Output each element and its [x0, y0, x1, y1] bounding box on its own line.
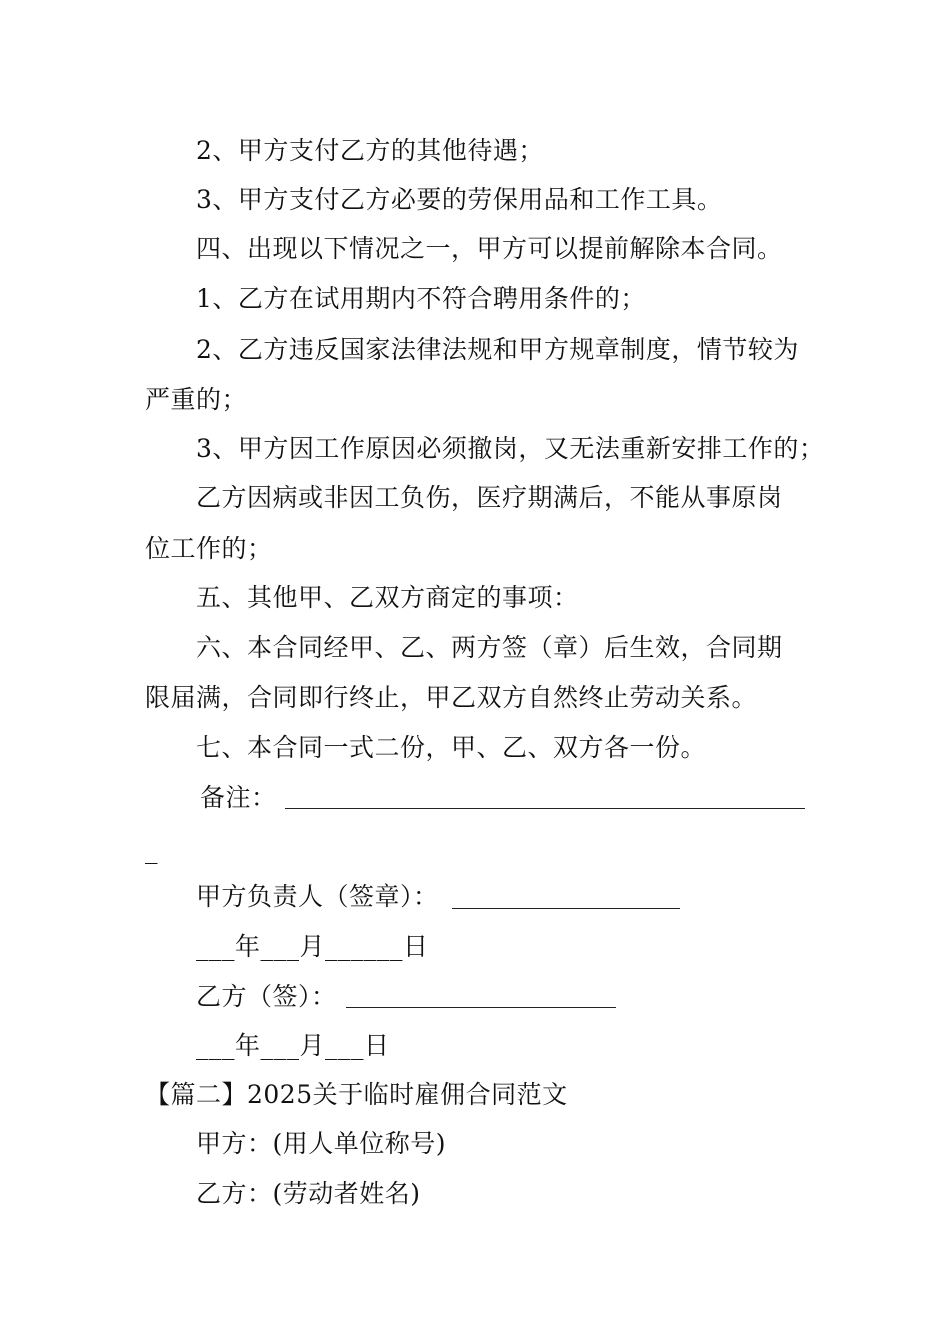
party-a-field: 甲方：(用人单位称号)	[196, 1129, 447, 1158]
clause-heading: 七、本合同一式二份，甲、乙、双方各一份。	[196, 733, 707, 762]
party-b-field: 乙方：(劳动者姓名)	[196, 1179, 421, 1208]
remark-label: 备注：	[200, 783, 277, 812]
clause-line-continuation: 位工作的；	[145, 534, 273, 563]
date-line-2: ___年___月___日	[196, 1031, 390, 1060]
clause-line: 1、乙方在试用期内不符合聘用条件的；	[196, 284, 646, 313]
clause-line: 2、乙方违反国家法律法规和甲方规章制度，情节较为	[196, 335, 799, 364]
clause-heading: 四、出现以下情况之一，甲方可以提前解除本合同。	[196, 234, 783, 263]
party-b-signature-line[interactable]	[346, 1007, 616, 1008]
party-b-signature-label: 乙方（签）：	[196, 982, 337, 1011]
clause-line: 2、甲方支付乙方的其他待遇；	[196, 136, 544, 165]
party-a-signature-line[interactable]	[452, 908, 680, 909]
clause-line-continuation: 限届满，合同即行终止，甲乙双方自然终止劳动关系。	[145, 683, 758, 712]
clause-heading: 六、本合同经甲、乙、两方签（章）后生效，合同期	[196, 633, 783, 662]
party-a-signature-label: 甲方负责人（签章）：	[196, 882, 439, 911]
date-line-1: ___年___月______日	[196, 932, 429, 961]
clause-line-continuation: 严重的；	[145, 385, 248, 414]
clause-line: 乙方因病或非因工负伤，医疗期满后，不能从事原岗	[196, 483, 783, 512]
remark-underline[interactable]	[285, 808, 805, 809]
clause-line: 3、甲方因工作原因必须撤岗，又无法重新安排工作的；	[196, 434, 825, 463]
section-heading: 【篇二】2025关于临时雇佣合同范文	[145, 1080, 568, 1109]
remark-underline-overflow: _	[145, 835, 158, 864]
clause-heading: 五、其他甲、乙双方商定的事项：	[196, 583, 579, 612]
clause-line: 3、甲方支付乙方必要的劳保用品和工作工具。	[196, 185, 723, 214]
